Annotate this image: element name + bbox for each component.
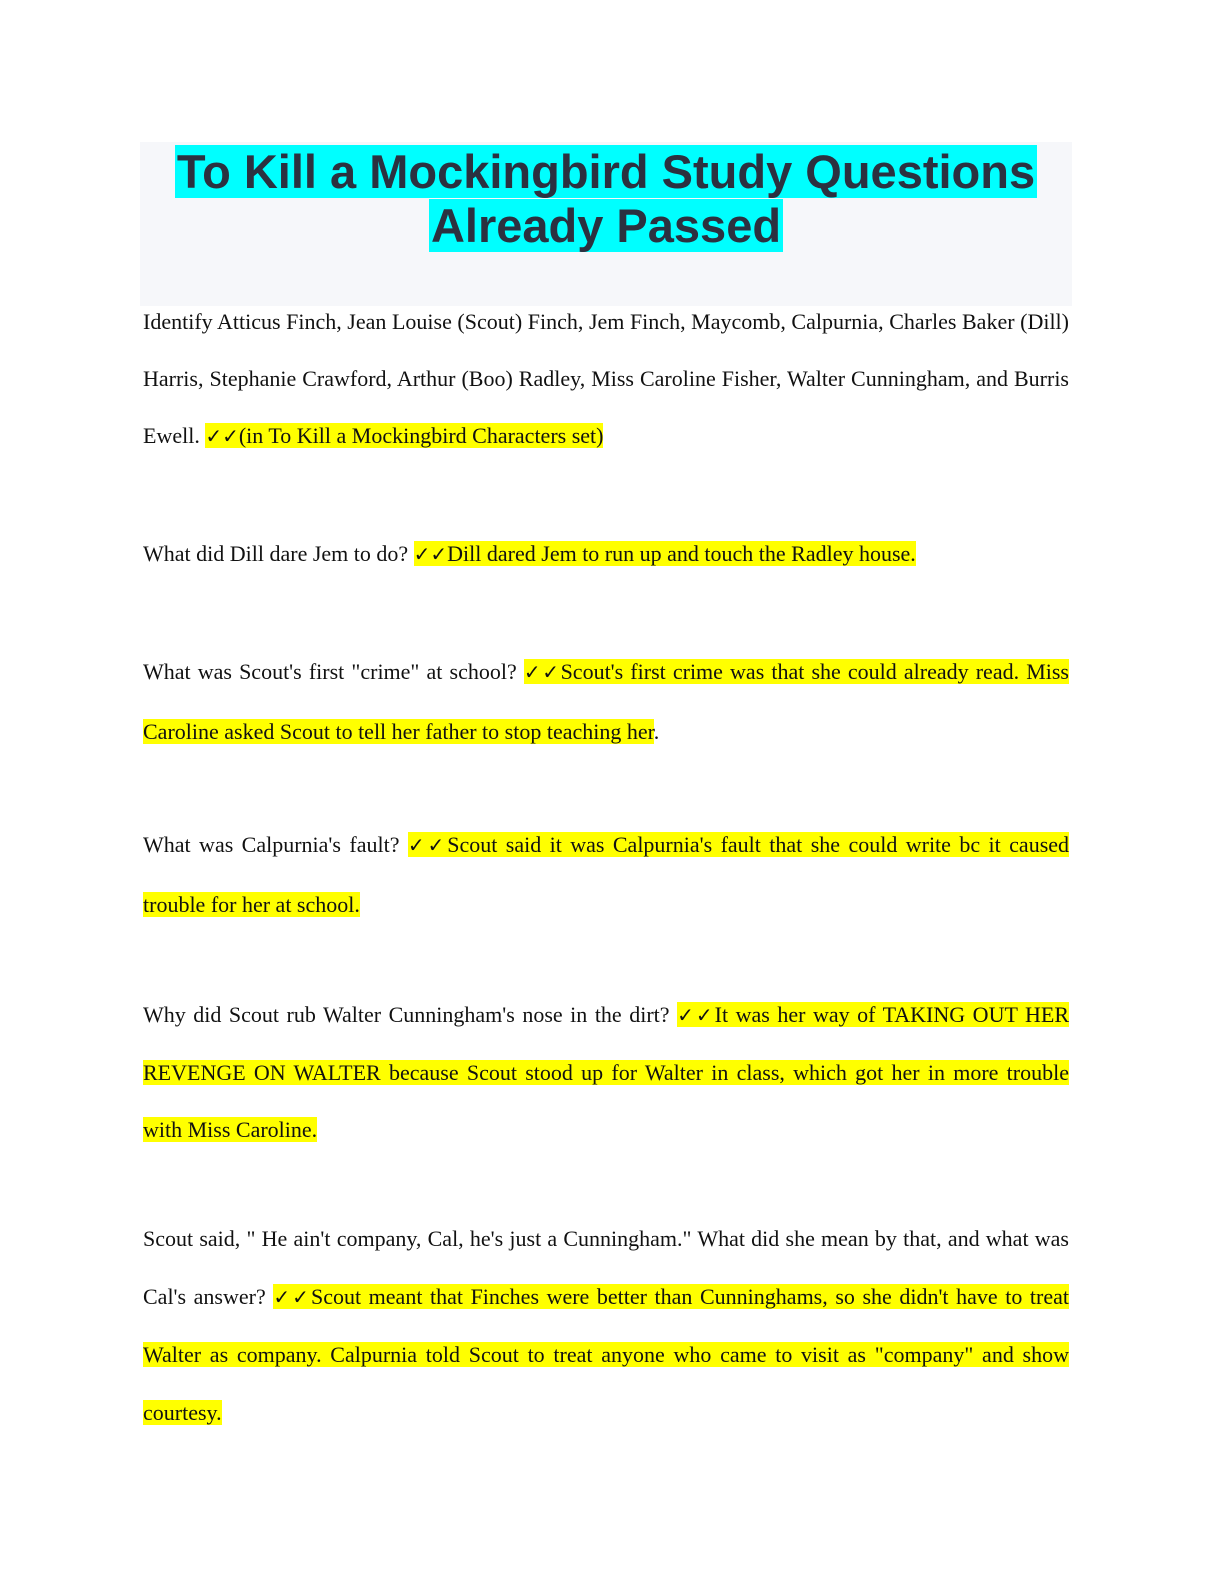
check-icon: ✓✓ bbox=[677, 1003, 715, 1027]
check-icon: ✓✓ bbox=[407, 833, 448, 857]
answer-text: Dill dared Jem to run up and touch the Radley house. bbox=[447, 541, 916, 566]
question-text: What did Dill dare Jem to do? bbox=[143, 541, 409, 566]
question-text: Scout said, " He ain't company, Cal, he's just a Cunningham." What did she mean by that, and what was Cal's answer? bbox=[143, 1226, 1069, 1309]
title-line-1: To Kill a Mockingbird Study Questions bbox=[176, 145, 1036, 198]
qa-item-2 bbox=[143, 525, 1069, 583]
qa-item-4 bbox=[143, 815, 1069, 934]
answer-text: Scout meant that Finches were better than Cunninghams, so she didn't have to treat Walter as company. Calpurnia told Scout to treat anyone who came to visit as "company" and show courtesy. bbox=[143, 1284, 1069, 1425]
qa-item-1 bbox=[143, 293, 1069, 465]
question-text: What was Calpurnia's fault? bbox=[143, 832, 400, 857]
answer-text: Scout said it was Calpurnia's fault that she could write bc it caused trouble for her at school. bbox=[143, 832, 1070, 917]
answer-text: It was her way of TAKING OUT HER REVENGE ON WALTER because Scout stood up for Walter in class, which got her in more trouble with Miss Caroline. bbox=[143, 1002, 1070, 1142]
question-text: Identify Atticus Finch, Jean Louise (Scout) Finch, Jem Finch, Maycomb, Calpurnia, Charles Baker (Dill) Harris, Stephanie Crawford, Arthur (Boo) Radley, Miss Caroline Fisher, Walter Cunningham, and Burris Ewell. bbox=[143, 309, 1069, 448]
qa-item-3: What was Scout's first "crime" at school? ✓✓Scout's first crime was that she could already read. Miss Caroline asked Scout to tell her father to stop teaching her. bbox=[143, 659, 1069, 744]
answer-text: Scout's first crime was that she could already read. Miss Caroline asked Scout to tell her father to stop teaching her bbox=[143, 659, 1069, 744]
qa-item-6 bbox=[143, 1210, 1069, 1442]
title-line-2: Already Passed bbox=[430, 199, 782, 252]
check-icon: ✓✓ bbox=[413, 542, 448, 566]
question-text: What was Scout's first "crime" at school? bbox=[143, 659, 517, 684]
question-text: Why did Scout rub Walter Cunningham's nose in the dirt? bbox=[143, 1002, 670, 1027]
document-title bbox=[140, 142, 1072, 306]
check-icon: ✓✓ bbox=[205, 424, 239, 448]
check-icon: ✓✓ bbox=[523, 660, 561, 684]
check-icon: ✓✓ bbox=[273, 1285, 311, 1309]
answer-text: (in To Kill a Mockingbird Characters set) bbox=[238, 423, 604, 448]
qa-item-5 bbox=[143, 986, 1069, 1158]
